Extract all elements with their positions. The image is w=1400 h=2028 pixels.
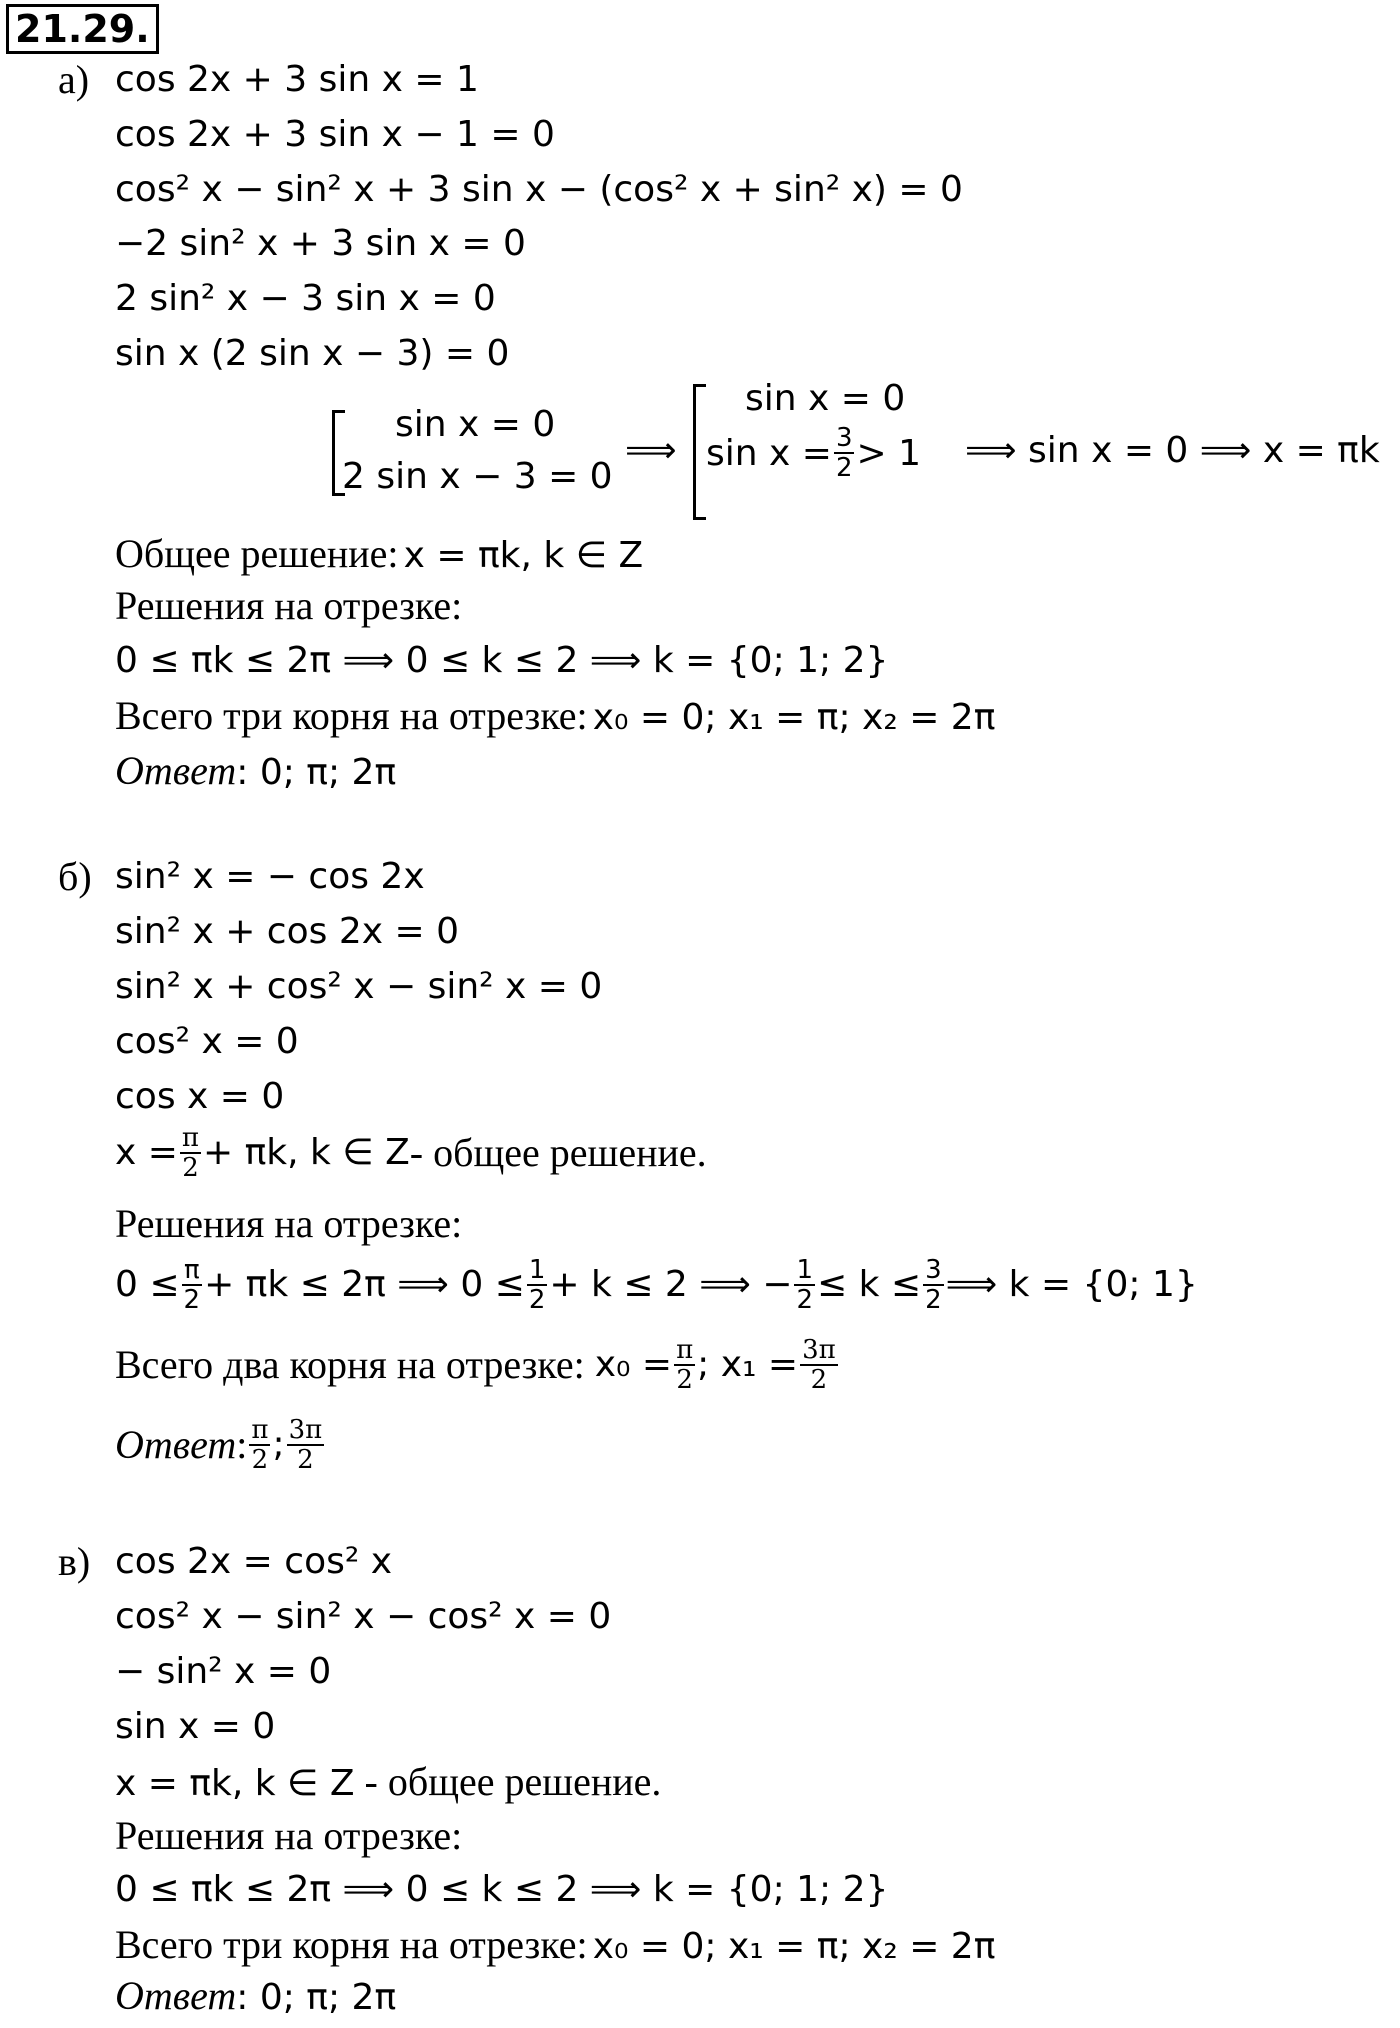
part-b-answer (115, 1416, 326, 1474)
part-c-line-2: cos² x − sin² x − cos² x = 0 (115, 1596, 612, 1637)
part-b-line-1: sin² x = − cos 2x (115, 856, 425, 897)
seg-part: + k ≤ 2 ⟹ − (549, 1264, 793, 1305)
general-text: - общее решение. (409, 1130, 707, 1175)
part-c-general (115, 1758, 661, 1814)
part-a-segment-math: 0 ≤ πk ≤ 2π ⟹ 0 ≤ k ≤ 2 ⟹ k = {0; 1; 2} (115, 640, 889, 681)
general-text: - общее решение. (354, 1759, 662, 1804)
part-b-segment-label: Решения на отрезке: (115, 1201, 463, 1246)
part-c-segment-math: 0 ≤ πk ≤ 2π ⟹ 0 ≤ k ≤ 2 ⟹ k = {0; 1; 2} (115, 1869, 889, 1910)
part-a-line-5: 2 sin² x − 3 sin x = 0 (115, 278, 496, 319)
implies-arrow: ⟹ (625, 430, 677, 471)
part-a-label: а) (58, 57, 90, 102)
system-right-top: sin x = 0 (745, 378, 906, 419)
frac-den: 2 (796, 1285, 813, 1315)
frac-num: 1 (528, 1255, 546, 1285)
frac-den: 2 (182, 1153, 199, 1183)
part-b-line-3: sin² x + cos² x − sin² x = 0 (115, 966, 603, 1007)
part-a-general (115, 530, 643, 586)
seg-part: ⟹ k = {0; 1} (945, 1264, 1198, 1305)
frac-num: 1 (796, 1255, 813, 1285)
part-a-segment-label: Решения на отрезке: (115, 583, 463, 628)
roots-math: x₀ = 0; x₁ = π; x₂ = 2π (592, 697, 996, 738)
answer-sep: ; (272, 1424, 285, 1465)
system-conclusion: ⟹ sin x = 0 ⟹ x = πk (965, 430, 1380, 471)
part-a-line-1: cos 2x + 3 sin x = 1 (115, 59, 479, 100)
answer-colon: : (236, 1422, 248, 1467)
roots-part: x₀ = (594, 1344, 673, 1385)
frac-num: 3 (925, 1255, 942, 1285)
frac-num: π (181, 1123, 200, 1153)
fraction-three-pi-half (287, 1416, 325, 1474)
problem-number: 21.29. (6, 4, 159, 54)
fraction-pi-half (674, 1336, 695, 1394)
part-a-line-3: cos² x − sin² x + 3 sin x − (cos² x + sin² x) = 0 (115, 169, 963, 210)
general-prefix: x = (115, 1132, 178, 1173)
part-b-line-5: cos x = 0 (115, 1076, 285, 1117)
frac-num: 3 (835, 423, 853, 453)
frac-den: 2 (835, 453, 853, 483)
answer-value: : 0; π; 2π (236, 752, 397, 793)
fraction-pi-half (249, 1416, 270, 1474)
frac-num: π (676, 1335, 694, 1365)
part-a-line-4: −2 sin² x + 3 sin x = 0 (115, 223, 526, 264)
frac-den: 2 (810, 1365, 828, 1395)
answer-value: : 0; π; 2π (236, 1977, 397, 2018)
fraction-one-half (527, 1256, 548, 1314)
general-label: Общее решение: (115, 531, 399, 576)
fraction-three-halves (923, 1256, 944, 1314)
seg-part: + πk ≤ 2π ⟹ 0 ≤ (204, 1264, 525, 1305)
system-right-bottom-suffix: > 1 (856, 432, 921, 474)
fraction-three-halves (834, 424, 855, 482)
general-suffix: + πk, k ∈ Z (203, 1132, 410, 1173)
frac-num: π (251, 1415, 269, 1445)
fraction-pi-half (182, 1256, 203, 1314)
seg-part: 0 ≤ (115, 1264, 180, 1305)
part-a-line-2: cos 2x + 3 sin x − 1 = 0 (115, 114, 555, 155)
part-c-line-1: cos 2x = cos² x (115, 1541, 393, 1582)
frac-den: 2 (925, 1285, 942, 1315)
roots-label: Всего два корня на отрезке: (115, 1342, 585, 1387)
part-a-roots (115, 692, 995, 748)
answer-label: Ответ (115, 748, 237, 793)
frac-den: 2 (251, 1445, 269, 1475)
frac-num: 3π (288, 1415, 323, 1445)
general-math: x = πk, k ∈ Z (115, 1763, 355, 1804)
part-b-line-4: cos² x = 0 (115, 1021, 299, 1062)
part-a-line-6: sin x (2 sin x − 3) = 0 (115, 333, 510, 374)
roots-label: Всего три корня на отрезке: (115, 693, 588, 738)
frac-num: 3π (802, 1335, 836, 1365)
frac-den: 2 (528, 1285, 546, 1315)
frac-num: π (183, 1255, 200, 1285)
part-c-roots (115, 1921, 995, 1977)
fraction-one-half (794, 1256, 815, 1314)
part-b-segment-math (115, 1256, 1198, 1314)
part-c-segment-label: Решения на отрезке: (115, 1813, 463, 1858)
seg-part: ≤ k ≤ (817, 1264, 922, 1305)
system-right-bottom (706, 424, 921, 482)
part-b-roots (115, 1336, 840, 1394)
part-c-label: в) (58, 1539, 91, 1584)
part-b-label: б) (58, 854, 92, 899)
fraction-pi-half (180, 1124, 201, 1182)
frac-den: 2 (297, 1445, 314, 1475)
part-c-line-4: sin x = 0 (115, 1706, 276, 1747)
answer-label: Ответ (115, 1973, 237, 2018)
system-left-top: sin x = 0 (395, 404, 556, 445)
general-value: x = πk, k ∈ Z (403, 535, 644, 576)
part-b-line-2: sin² x + cos 2x = 0 (115, 911, 459, 952)
roots-label: Всего три корня на отрезке: (115, 1922, 588, 1967)
frac-den: 2 (676, 1365, 693, 1395)
answer-label: Ответ (115, 1422, 237, 1467)
right-bracket (693, 384, 706, 520)
fraction-three-pi-half (800, 1336, 838, 1394)
roots-math: x₀ = 0; x₁ = π; x₂ = 2π (592, 1926, 996, 1967)
part-c-line-3: − sin² x = 0 (115, 1651, 332, 1692)
part-a-answer (115, 747, 396, 803)
frac-den: 2 (183, 1285, 201, 1315)
system-right-bottom-prefix: sin x = (706, 432, 832, 474)
part-b-general (115, 1124, 707, 1182)
part-c-answer (115, 1972, 396, 2028)
system-left-bottom: 2 sin x − 3 = 0 (342, 456, 613, 497)
roots-part: ; x₁ = (697, 1344, 799, 1385)
